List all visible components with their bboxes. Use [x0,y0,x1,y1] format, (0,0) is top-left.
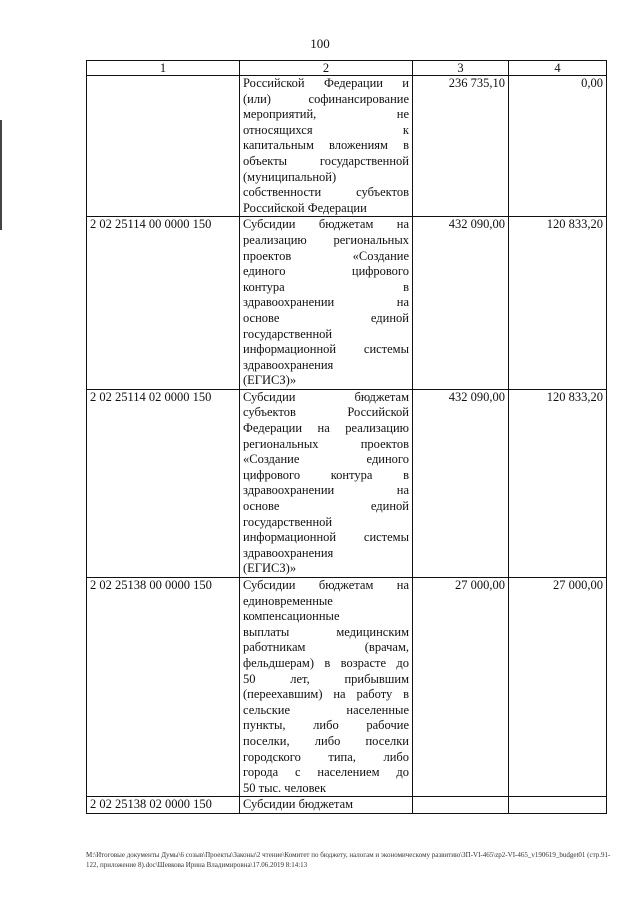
table-row [87,76,607,217]
description-line: (ЕГИСЗ)» [243,373,297,388]
description-cell [240,797,413,814]
description-line: цифрового контура в [243,467,409,482]
description-line: здравоохранения [243,545,334,560]
description-line: Субсидии бюджетам на [243,578,409,592]
budget-code-cell [87,76,240,217]
amount-col4-cell [509,797,607,814]
description-line: (муниципальной) [243,169,337,184]
table-row [87,389,607,577]
description-line: Российской Федерации [243,200,367,215]
description-line: проектов «Создание [243,248,409,263]
budget-table [86,60,607,814]
description-line: сельские населенные [243,702,409,717]
description-line: контура в [243,279,409,294]
budget-code-cell: 2 02 25114 00 0000 150 [87,217,240,390]
description-line: Российской Федерации и [243,76,409,90]
description-line: (или) софинансирование [243,91,409,106]
amount-col4-cell: 120 833,20 [509,217,607,390]
amount-col3-cell [413,797,509,814]
description-line: государственной [243,514,333,529]
description-line: объекты государственной [243,153,409,168]
description-line: собственности субъектов [243,185,409,200]
column-header-3: 3 [413,61,509,76]
amount-col4-cell: 120 833,20 [509,389,607,577]
description-line: 50 тыс. человек [243,780,327,795]
column-header-1: 1 [87,61,240,76]
description-line: компенсационные [243,609,340,624]
description-line: информационной системы [243,342,409,357]
description-line: единовременные [243,593,333,608]
amount-col4-cell: 0,00 [509,76,607,217]
description-line: единого цифрового [243,264,409,279]
description-line: пункты, либо рабочие [243,718,409,733]
description-line: работникам (врачам, [243,640,409,655]
description-line: Субсидии бюджетам на [243,217,409,232]
amount-col3-cell: 27 000,00 [413,578,509,797]
table-row [87,578,607,797]
description-line: основе единой [243,310,409,325]
description-cell [240,578,413,797]
description-line: (переехавшим) на работу в [243,687,409,702]
description-line: капитальным вложениям в [243,138,409,153]
budget-code-cell: 2 02 25114 02 0000 150 [87,389,240,577]
description-line: реализацию региональных [243,232,409,247]
description-line: информационной системы [243,530,409,545]
description-line: города с населением до [243,765,409,780]
description-cell [240,389,413,577]
description-line: здравоохранении на [243,483,409,498]
description-line: субъектов Российской [243,405,409,420]
description-line: Субсидии бюджетам [243,389,409,404]
file-path-footer: M:\Итоговые документы Думы\6 созыв\Проекты\Законы\2 чтение\Комитет по бюджету, налогам и экономическому развитию\ЗП-VI-465\zp2-VI-465_v190619_budget01 (стр.91-122, приложение 8).doc\Шевкова Ирина Владимировна\17.06.2019 8:14:13 [86,851,611,869]
description-line: относящихся к [243,122,409,137]
description-line: 50 лет, прибывшим [243,671,409,686]
column-header-4: 4 [509,61,607,76]
table-row [87,797,607,814]
column-header-2: 2 [240,61,413,76]
description-line: основе единой [243,499,409,514]
amount-col3-cell: 432 090,00 [413,389,509,577]
amount-col4-cell: 27 000,00 [509,578,607,797]
description-line: здравоохранения [243,357,334,372]
description-cell [240,217,413,390]
description-line: здравоохранении на [243,295,409,310]
table-row [87,217,607,390]
description-line: (ЕГИСЗ)» [243,561,297,576]
amount-col3-cell: 236 735,10 [413,76,509,217]
amount-col3-cell: 432 090,00 [413,217,509,390]
description-line: «Создание единого [243,452,409,467]
budget-code-cell: 2 02 25138 00 0000 150 [87,578,240,797]
budget-code-cell: 2 02 25138 02 0000 150 [87,797,240,814]
description-line: Федерации на реализацию [243,421,409,436]
description-line: поселки, либо поселки [243,733,409,748]
table-header-row [87,61,607,76]
description-line: государственной [243,326,333,341]
scan-edge-mark [0,120,2,230]
description-line: выплаты медицинским [243,624,409,639]
description-line: фельдшерам) в возрасте до [243,655,409,670]
description-line: городского типа, либо [243,749,409,764]
description-line: мероприятий, не [243,107,409,122]
description-line: региональных проектов [243,436,409,451]
description-cell [240,76,413,217]
description-line: Субсидии бюджетам [243,797,354,812]
page-number: 100 [310,36,330,51]
